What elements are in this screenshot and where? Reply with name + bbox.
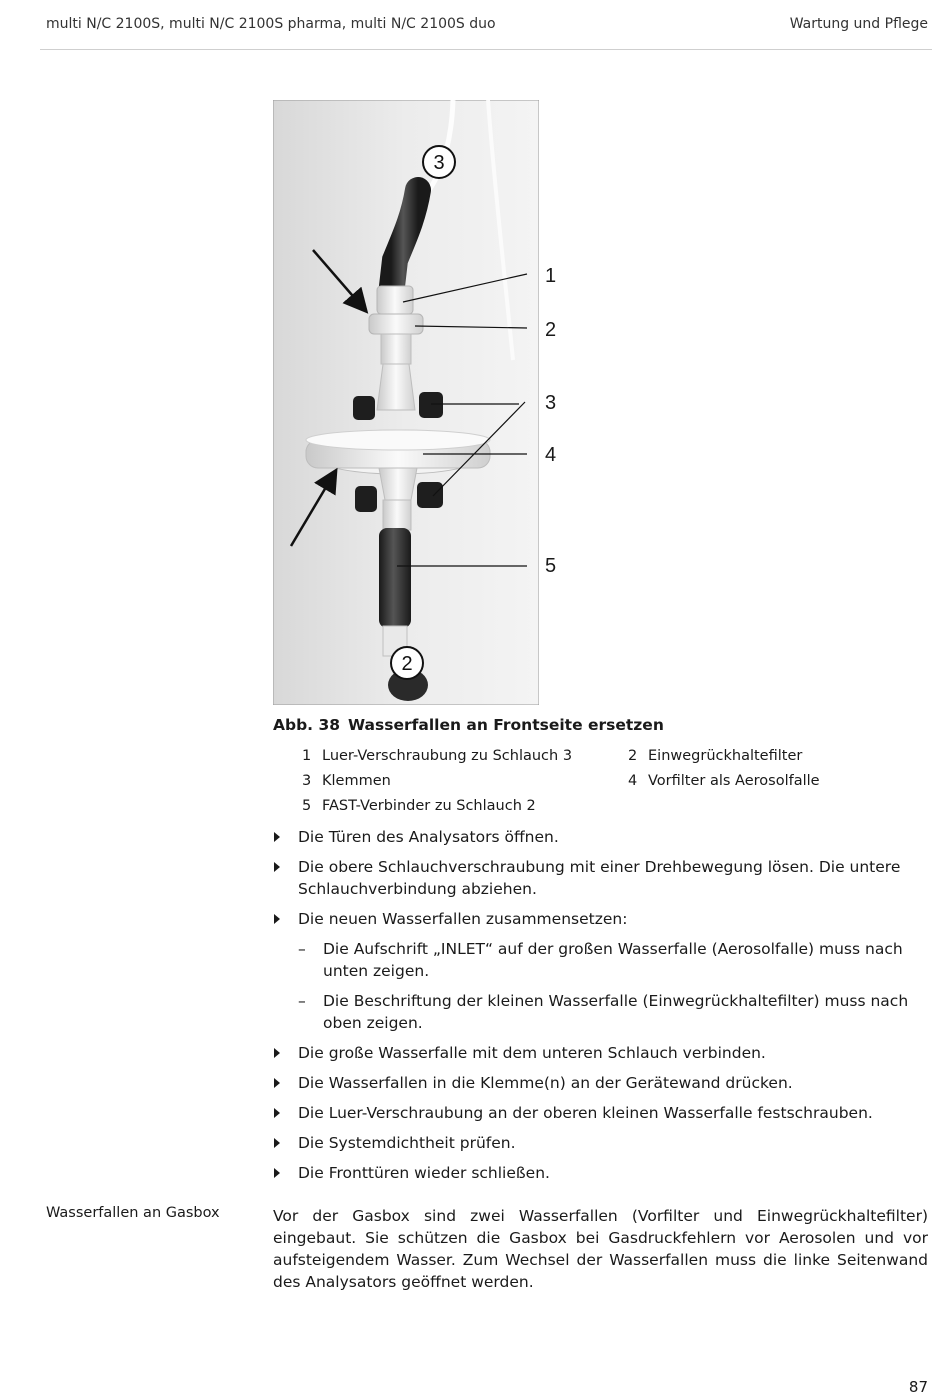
callout-circle-bottom-label: 2 bbox=[401, 653, 413, 675]
step-item bbox=[273, 826, 933, 848]
legend-number: 5 bbox=[302, 798, 312, 814]
figure-caption bbox=[273, 716, 664, 734]
step-text: Die große Wasserfalle mit dem unteren Schlauch verbinden. bbox=[298, 1044, 766, 1062]
substep-text: Die Beschriftung der kleinen Wasserfalle (Einwegrückhaltefilter) muss nach oben zeigen. bbox=[323, 992, 909, 1032]
callout-label-1: 1 bbox=[545, 265, 557, 287]
legend-text: Einwegrückhaltefilter bbox=[648, 748, 803, 764]
step-triangle-icon bbox=[274, 832, 280, 842]
step-text: Die obere Schlauchverschraubung mit einer Drehbewegung lösen. Die untere Schlauchverbindung abziehen. bbox=[298, 858, 901, 898]
step-text: Die neuen Wasserfallen zusammensetzen: bbox=[298, 910, 628, 928]
legend-item bbox=[302, 798, 536, 814]
callout-label-2: 2 bbox=[545, 319, 557, 341]
callout-circle-top-label: 3 bbox=[433, 152, 445, 174]
step-text: Die Wasserfallen in die Klemme(n) an der Gerätewand drücken. bbox=[298, 1074, 793, 1092]
callout-label-4: 4 bbox=[545, 444, 557, 466]
legend-text: Vorfilter als Aerosolfalle bbox=[648, 773, 820, 789]
legend-item bbox=[628, 748, 802, 764]
callout-label-5: 5 bbox=[545, 555, 557, 577]
legend-item bbox=[628, 773, 820, 789]
step-item bbox=[273, 1162, 933, 1184]
step-item bbox=[273, 1102, 933, 1124]
legend-text: Luer-Verschraubung zu Schlauch 3 bbox=[322, 748, 573, 764]
page-number: 87 bbox=[908, 1378, 928, 1396]
margin-heading: Wasserfallen an Gasbox bbox=[46, 1205, 220, 1221]
step-triangle-icon bbox=[274, 1048, 280, 1058]
figure-number: Abb. 38 bbox=[273, 716, 341, 734]
step-item bbox=[273, 1072, 933, 1094]
running-header-section: Wartung und Pflege bbox=[789, 16, 928, 32]
substep-text: Die Aufschrift „INLET“ auf der großen Wasserfalle (Aerosolfalle) muss nach unten zeigen. bbox=[323, 940, 903, 980]
legend-number: 3 bbox=[302, 773, 312, 789]
legend-text: Klemmen bbox=[322, 773, 391, 789]
step-triangle-icon bbox=[274, 1168, 280, 1178]
water-trap-photo bbox=[273, 100, 539, 705]
step-item bbox=[273, 908, 933, 930]
running-header-title: multi N/C 2100S, multi N/C 2100S pharma, multi N/C 2100S duo bbox=[46, 16, 496, 32]
substep-item bbox=[273, 938, 933, 982]
step-item bbox=[273, 1132, 933, 1154]
dash-bullet: – bbox=[298, 992, 306, 1010]
step-text: Die Fronttüren wieder schließen. bbox=[298, 1164, 550, 1182]
instruction-steps bbox=[273, 826, 933, 1192]
legend-text: FAST-Verbinder zu Schlauch 2 bbox=[322, 798, 536, 814]
step-item bbox=[273, 1042, 933, 1064]
step-text: Die Systemdichtheit prüfen. bbox=[298, 1134, 516, 1152]
callout-label-3: 3 bbox=[545, 392, 557, 414]
figure-title: Wasserfallen an Frontseite ersetzen bbox=[348, 716, 664, 734]
legend-item bbox=[302, 748, 572, 764]
step-item bbox=[273, 856, 933, 900]
body-paragraph: Vor der Gasbox sind zwei Wasserfallen (Vorfilter und Einwegrückhaltefilter) eingebaut. Sie schützen die Gasbox bei Gasdruckfehlern vor Aerosolen und vor aufsteigendem Wasser. Zum Wechsel der Wasserfallen muss die linke Seitenwand des Analysators geöffnet werden. bbox=[273, 1207, 928, 1291]
legend-number: 2 bbox=[628, 748, 638, 764]
legend-number: 4 bbox=[628, 773, 638, 789]
step-triangle-icon bbox=[274, 1108, 280, 1118]
legend-number: 1 bbox=[302, 748, 312, 764]
header-divider bbox=[40, 49, 932, 50]
dash-bullet: – bbox=[298, 940, 306, 958]
legend-item bbox=[302, 773, 391, 789]
step-text: Die Luer-Verschraubung an der oberen kleinen Wasserfalle festschrauben. bbox=[298, 1104, 873, 1122]
substep-item bbox=[273, 990, 933, 1034]
step-triangle-icon bbox=[274, 914, 280, 924]
step-triangle-icon bbox=[274, 862, 280, 872]
step-text: Die Türen des Analysators öffnen. bbox=[298, 828, 559, 846]
step-triangle-icon bbox=[274, 1138, 280, 1148]
step-triangle-icon bbox=[274, 1078, 280, 1088]
